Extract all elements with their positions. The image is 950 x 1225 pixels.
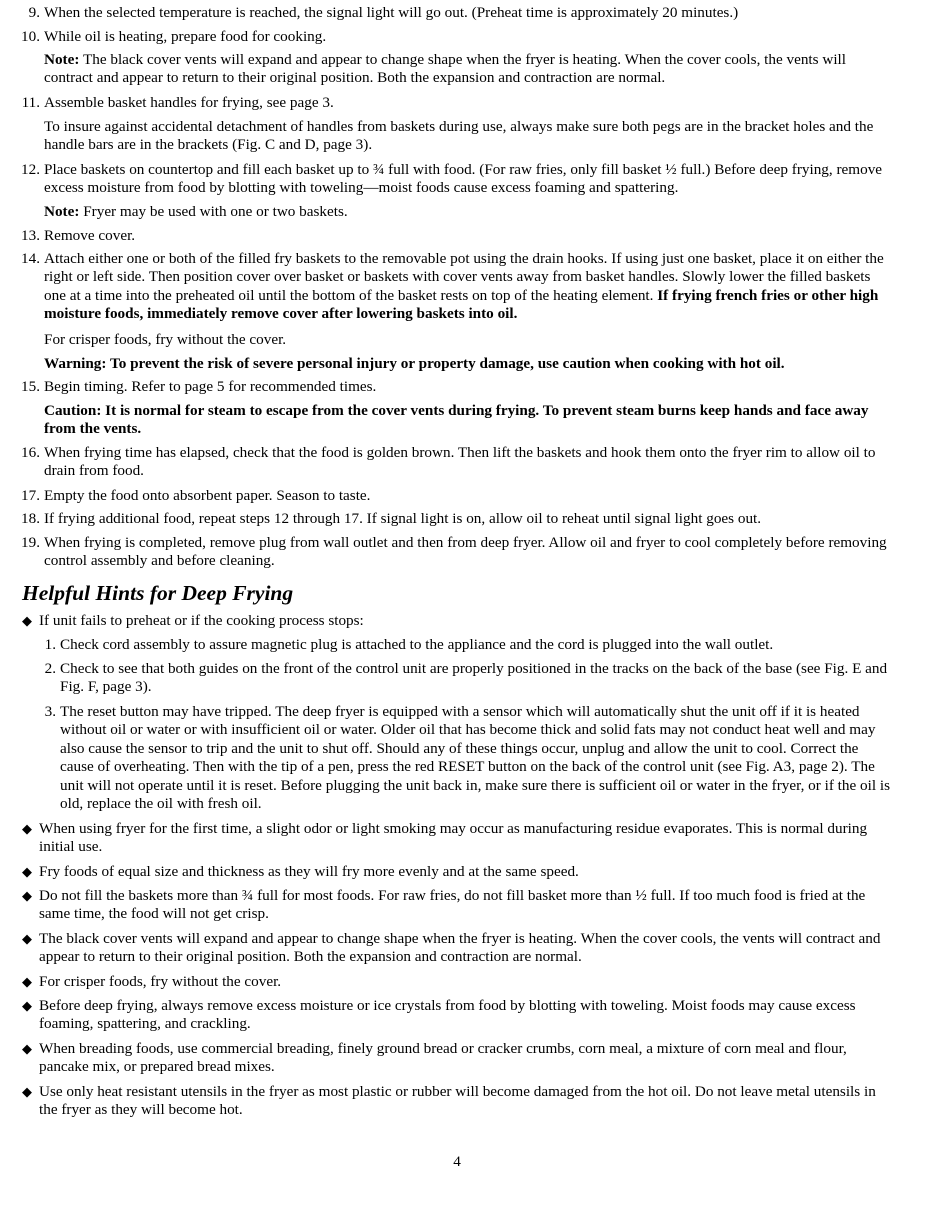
hint-text: Do not fill the baskets more than ¾ full for most foods. For raw fries, do not fill basket more than ½ full. If too much food is fried at the same time, the food will not get crisp. — [39, 887, 866, 923]
step-number: 10. — [21, 28, 40, 45]
step-number: 18. — [21, 510, 40, 527]
subitem-number: 2. — [44, 660, 56, 677]
subitem-text: The reset button may have tripped. The deep fryer is equipped with a sensor which will automatically shut the unit off if it is heated without oil or water or with insufficient oil or water. Older oil that has become thick and solid fats may not conduct heat well and may also cause the sensor to trip and the unit to shut off. Should any of these things occur, unplug and allow the unit to cool. Correct the cause of overheating. Then with the tip of a pen, press the red RESET button on the back of the control unit (see Fig. A3, page 2). The unit will not operate until it is reset. Before plugging the unit back in, make sure there is sufficient oil or water in the fryer, or if the oil is old, replace the oil with fresh oil. — [60, 703, 890, 813]
step-text: Empty the food onto absorbent paper. Season to taste. — [44, 487, 371, 504]
step-text: Begin timing. Refer to page 5 for recommended times. — [44, 378, 377, 395]
step-text: Place baskets on countertop and fill each basket up to ¾ full with food. (For raw fries, only fill basket ½ full.) Before deep frying, remove excess moisture from food by blotting with toweling—moist foods cause excess foaming and spattering. — [44, 161, 883, 197]
section-heading: Helpful Hints for Deep Frying — [22, 581, 294, 605]
hint-text: Use only heat resistant utensils in the fryer as most plastic or rubber will become damaged from the hot oil. Do not leave metal utensils in the fryer as they will become hot. — [39, 1083, 876, 1119]
step-number: 11. — [21, 94, 40, 111]
step-text: When the selected temperature is reached, the signal light will go out. (Preheat time is approximately 20 minutes.) — [44, 4, 739, 21]
hint-text: Before deep frying, always remove excess moisture or ice crystals from food by blotting with toweling. Moist foods may cause excess foaming, spattering, and crackling. — [39, 997, 856, 1033]
step-text: Assemble basket handles for frying, see page 3. — [44, 94, 334, 111]
hint-text: When using fryer for the first time, a slight odor or light smoking may occur as manufacturing residue evaporates. This is normal during initial use. — [39, 820, 868, 856]
step-number: 9. — [28, 4, 40, 21]
diamond-bullet-icon: ◆ — [22, 613, 32, 628]
warning-hot-oil: Warning: To prevent the risk of severe personal injury or property damage, use caution when cooking with hot oil. — [44, 355, 785, 372]
subitem-number: 3. — [44, 703, 56, 720]
diamond-bullet-icon: ◆ — [22, 974, 32, 989]
hint-text: If unit fails to preheat or if the cooking process stops: — [39, 612, 364, 629]
note-label: Note: — [44, 51, 80, 68]
diamond-bullet-icon: ◆ — [22, 864, 32, 879]
step-text: If frying additional food, repeat steps 12 through 17. If signal light is on, allow oil to reheat until signal light goes out. — [44, 510, 762, 527]
hint-text: The black cover vents will expand and appear to change shape when the fryer is heating. When the cover cools, the vents will contract and appear to return to their original position. Both the expansion and contraction are normal. — [39, 930, 881, 966]
step-number: 12. — [21, 161, 40, 178]
step-number: 17. — [21, 487, 40, 504]
subitem-number: 1. — [44, 636, 56, 653]
diamond-bullet-icon: ◆ — [22, 931, 32, 946]
hint-text: For crisper foods, fry without the cover. — [39, 973, 282, 990]
page-number: 4 — [453, 1153, 461, 1170]
step-text-regular: Attach either one or both of the filled fry baskets to the removable pot using the drain hooks. If using just one basket, place it on either the right or left side. Then position cover over basket or baskets with cover vents away from basket handles. Slowly lower the filled baskets one at a time into the preheated oil until the bottom of the basket rests on top of the heating element. — [44, 250, 884, 304]
hint-text: Fry foods of equal size and thickness as they will fry more evenly and at the same speed. — [39, 863, 579, 880]
hint-text: When breading foods, use commercial breading, finely ground bread or cracker crumbs, corn meal, a mixture of corn meal and flour, pancake mix, or prepared bread mixes. — [39, 1040, 847, 1076]
step-text: While oil is heating, prepare food for cooking. — [44, 28, 327, 45]
step-text: When frying is completed, remove plug from wall outlet and then from deep fryer. Allow oil and fryer to cool completely before removing control assembly and before cleaning. — [44, 534, 887, 570]
note-text: The black cover vents will expand and appear to change shape when the fryer is heating. When the cover cools, the vents will contract and appear to return to their original position. Both the expansion and contraction are normal. — [44, 51, 846, 87]
step-text: Remove cover. — [44, 227, 136, 244]
diamond-bullet-icon: ◆ — [22, 1084, 32, 1099]
note-cover-vents — [44, 51, 892, 88]
subitem-text: Check cord assembly to assure magnetic plug is attached to the appliance and the cord is plugged into the wall outlet. — [60, 636, 774, 653]
step-number: 16. — [21, 444, 40, 461]
step-number: 19. — [21, 534, 40, 551]
step-number: 13. — [21, 227, 40, 244]
subitem-text: Check to see that both guides on the front of the control unit are properly positioned in the tracks on the back of the base (see Fig. E and Fig. F, page 3). — [60, 660, 888, 696]
paragraph-handles: To insure against accidental detachment of handles from baskets during use, always make sure both pegs are in the bracket holes and the handle bars are in the brackets (Fig. C and D, page 3). — [44, 118, 874, 154]
diamond-bullet-icon: ◆ — [22, 821, 32, 836]
step-text-bold: If frying french fries or other high moisture foods, immediately remove cover after lowering baskets into oil. — [44, 286, 879, 323]
caution-steam: Caution: It is normal for steam to escape from the cover vents during frying. To prevent steam burns keep hands and face away from the vents. — [44, 402, 869, 438]
paragraph-crisper: For crisper foods, fry without the cover. — [44, 331, 287, 348]
diamond-bullet-icon: ◆ — [22, 1041, 32, 1056]
step-text — [44, 250, 892, 324]
note-text: Fryer may be used with one or two baskets. — [79, 203, 348, 220]
step-number: 14. — [21, 250, 40, 267]
step-text: When frying time has elapsed, check that the food is golden brown. Then lift the baskets and hook them onto the fryer rim to allow oil to drain from food. — [44, 444, 876, 480]
note-baskets — [44, 203, 892, 221]
step-number: 15. — [21, 378, 40, 395]
diamond-bullet-icon: ◆ — [22, 998, 32, 1013]
note-label: Note: — [44, 203, 80, 220]
diamond-bullet-icon: ◆ — [22, 888, 32, 903]
